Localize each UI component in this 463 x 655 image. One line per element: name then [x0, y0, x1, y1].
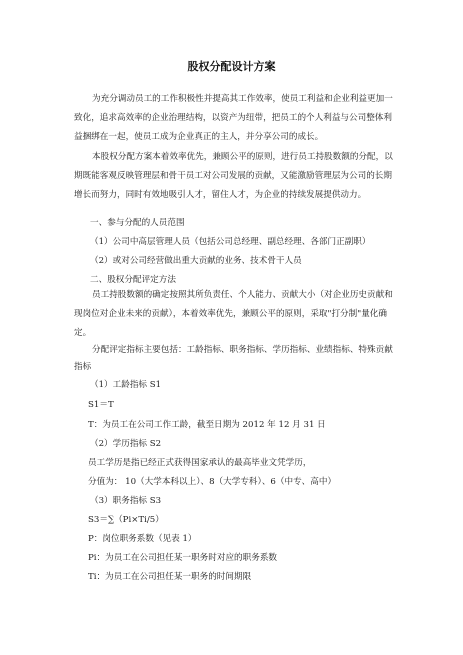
indicator-s2-title: （2）学历指标 S2 [90, 439, 162, 449]
indicator-s2-desc: 员工学历是指已经正式获得国家承认的最高毕业文凭学历， [88, 458, 312, 468]
indicator-s3-title: （3）职务指标 S3 [90, 496, 162, 506]
paragraph-intro: 为充分调动员工的工作积极性并提高其工作效率，使员工利益和企业利益更加一致化，追求高效率的企业治理结构，以资产为纽带，把员工的个人利益与公司整体利益捆绑在一起，使员工成为企业真正的主人，并分享公司的成长。 [74, 94, 393, 143]
indicator-s3-ti: Ti：为员工在公司担任某一职务的时间期限 [88, 572, 252, 582]
indicator-s3-pi: Pi：为员工在公司担任某一职务时对应的职务系数 [88, 553, 278, 563]
indicator-s1-desc: T：为员工在公司工作工龄，截至日期为 2012 年 12 月 31 日 [88, 420, 326, 430]
scope-item-1: （1）公司中高层管理人员（包括公司总经理、副总经理、各部门正副职） [90, 237, 371, 247]
indicator-s1-title: （1）工龄指标 S1 [90, 380, 162, 390]
document-title: 股权分配设计方案 [187, 60, 276, 73]
paragraph-principle: 本股权分配方案本着效率优先，兼顾公平的原则，进行员工持股数额的分配，以期既能客观反映管理层和骨干员工对公司发展的贡献，又能激励管理层为公司的长期增长而努力，同时有效地吸引人才，留住人才，为企业的持续发展提供动力。 [74, 152, 393, 201]
indicator-s1-formula: S1＝T [88, 400, 114, 410]
section-heading-method: 二、股权分配评定方法 [90, 275, 176, 285]
section-heading-scope: 一、参与分配的人员范围 [90, 218, 185, 228]
indicator-s3-formula: S3＝∑（Pi×Ti/5） [88, 515, 164, 525]
paragraph-indicators: 分配评定指标主要包括：工龄指标、职务指标、学历指标、业绩指标、特殊贡献指标 [74, 345, 393, 372]
indicator-s2-score: 分值为： 10（大学本科以上）、8（大学专科）、6（中专、高中） [88, 477, 337, 487]
indicator-s3-p: P：岗位职务系数（见表 1） [88, 534, 197, 544]
paragraph-method: 员工持股数额的确定按照其所负责任、个人能力、贡献大小（对企业历史贡献和现岗位对企业未来的贡献），本着效率优先，兼顾公平的原则，采取"打分制"量化确定。 [74, 290, 393, 339]
scope-item-2: （2）或对公司经营做出重大贡献的业务、技术骨干人员 [90, 256, 302, 266]
